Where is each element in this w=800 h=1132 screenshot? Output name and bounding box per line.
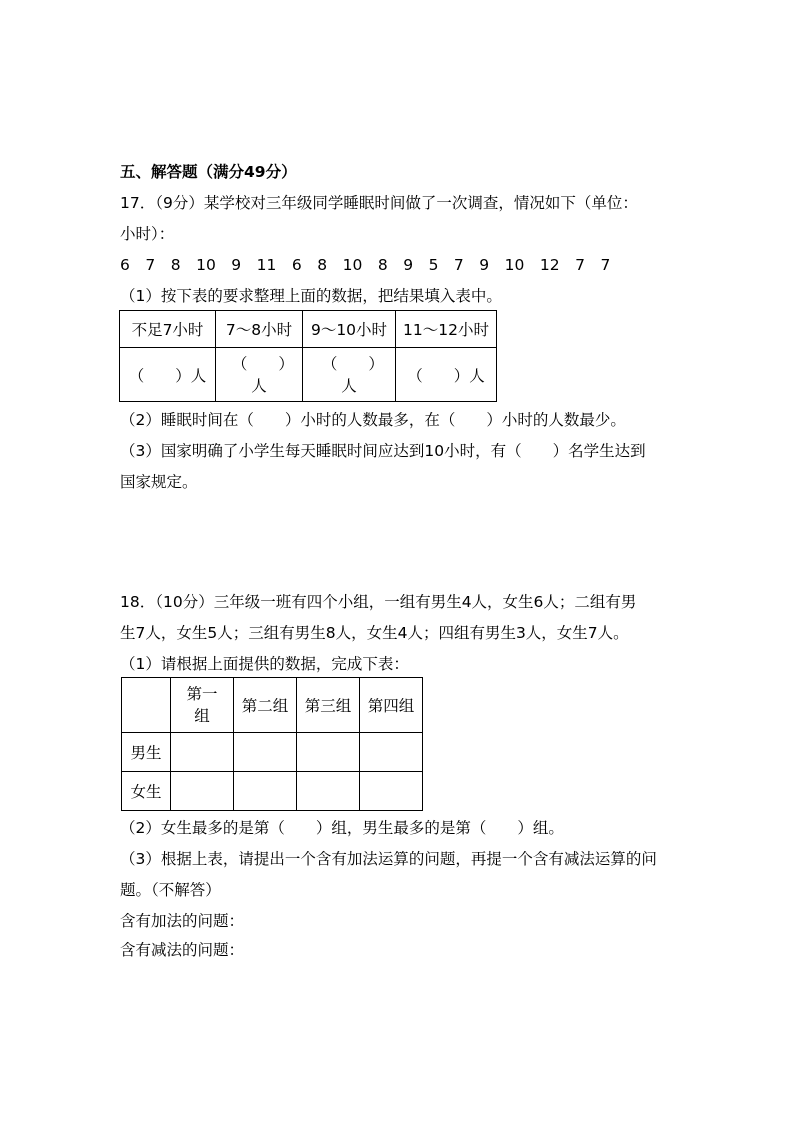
answer-blank-text: （ ）人 [231,354,287,395]
q17-stem-line2: 小时）： [120,225,175,243]
q17-stem-line1: 17．（9分）某学校对三年级同学睡眠时间做了一次调查，情况如下（单位： [120,194,638,212]
answer-blank-cell[interactable] [171,772,234,811]
table-corner-cell [122,678,171,733]
section-heading: 五、解答题（满分49分） [120,163,297,181]
answer-blank-text: （ ）人 [321,354,377,395]
answer-blank-cell[interactable]: （ ）人 [120,348,216,402]
q17-data-line: 6 7 8 10 9 11 6 8 10 8 9 5 7 9 10 12 7 7 [120,256,611,274]
table-header-cell [171,678,234,733]
q17-part1: （1）按下表的要求整理上面的数据，把结果填入表中。 [120,287,502,305]
q17-part2: （2）睡眠时间在（ ）小时的人数最多，在（ ）小时的人数最少。 [120,411,626,429]
table-header-cell: 7～8小时 [216,311,303,348]
q18-part2: （2）女生最多的是第（ ）组，男生最多的是第（ ）组。 [120,819,564,837]
answer-blank-cell[interactable]: （ ）人 [396,348,497,402]
q18-part1: （1）请根据上面提供的数据，完成下表： [120,655,409,673]
answer-blank-cell[interactable] [297,772,360,811]
q17-part3-line1: （3）国家明确了小学生每天睡眠时间应达到10小时，有（ ）名学生达到 [120,442,646,460]
answer-blank-cell[interactable] [297,733,360,772]
q18-stem-line1: 18．（10分）三年级一班有四个小组，一组有男生4人，女生6人；二组有男 [120,593,637,611]
add-question-prompt: 含有加法的问题： [120,912,245,930]
answer-blank-cell[interactable] [171,733,234,772]
table-header-cell: 第三组 [297,678,360,733]
answer-blank-cell[interactable] [234,772,297,811]
table-header-cell: 不足7小时 [120,311,216,348]
table-header-cell: 第二组 [234,678,297,733]
sleep-time-table [119,310,497,402]
answer-blank-cell[interactable] [234,733,297,772]
answer-blank-cell[interactable] [303,348,396,402]
table-header-cell: 第四组 [360,678,423,733]
row-label-girls: 女生 [122,772,171,811]
q17-part3-line2: 国家规定。 [120,473,198,491]
answer-blank-cell[interactable] [216,348,303,402]
answer-blank-cell[interactable] [360,733,423,772]
table-header-cell: 11～12小时 [396,311,497,348]
table-header-text: 第一组 [186,685,218,725]
q18-part3-line2: 题。（不解答） [120,881,221,899]
q18-part3-line1: （3）根据上表，请提出一个含有加法运算的问题，再提一个含有减法运算的问 [120,850,657,868]
table-header-cell: 9～10小时 [303,311,396,348]
q18-stem-line2: 生7人，女生5人；三组有男生8人，女生4人；四组有男生3人，女生7人。 [120,624,629,642]
answer-blank-cell[interactable] [360,772,423,811]
row-label-boys: 男生 [122,733,171,772]
sub-question-prompt: 含有减法的问题： [120,941,245,959]
group-gender-table [121,677,423,811]
